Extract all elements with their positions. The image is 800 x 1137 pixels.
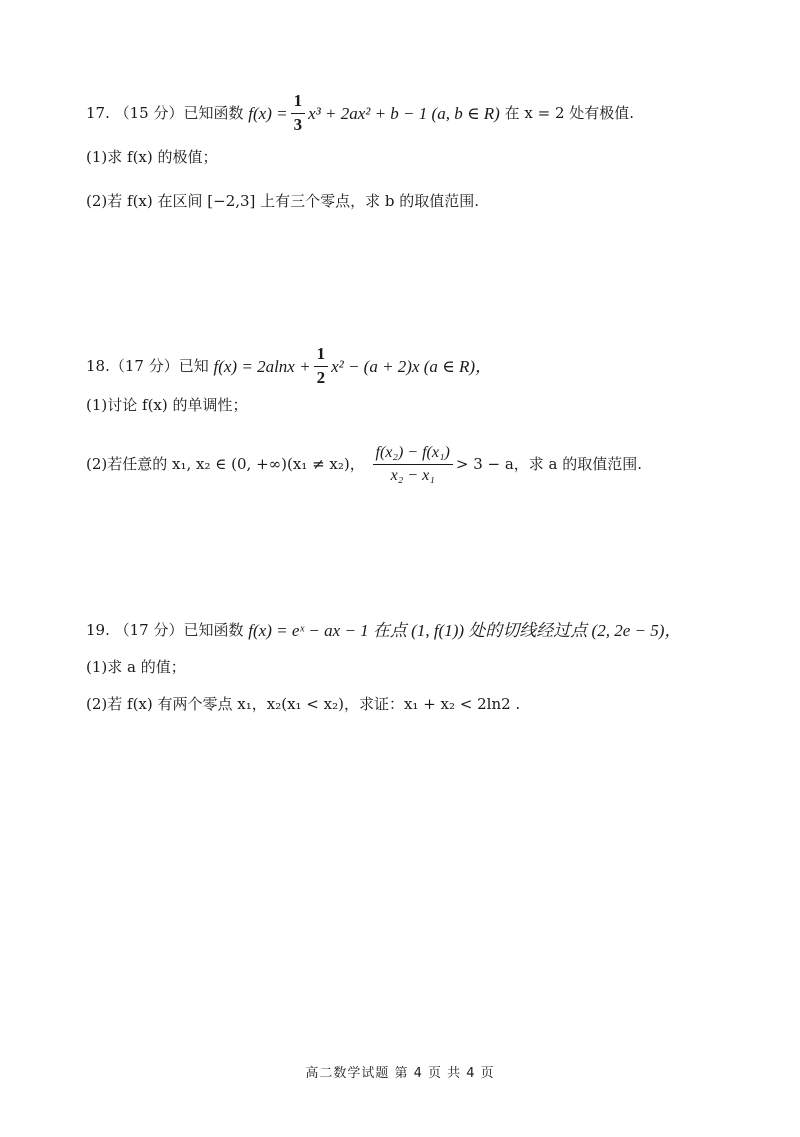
problem-17-fraction [291,92,306,134]
problem-18-part-1 [86,398,248,413]
page-footer: 高二数学试题 第 4 页 共 4 页 [305,1066,495,1081]
part-label: (2) [86,695,108,713]
part-text-after: > 3 − a，求 a 的取值范围. [455,454,643,473]
fraction-numerator: 1 [291,92,306,114]
problem-18-prefix: 18.（17 分）已知 [86,356,209,375]
part-label: (1) [86,396,108,414]
problem-18-func: f(x) = 2alnx + [213,356,311,376]
problem-17-part-2 [86,194,479,209]
part-label: (1) [86,658,108,676]
fraction-numerator: 1 [314,345,329,367]
part-text: 若 f(x) 有两个零点 x₁，x₂(x₁ < x₂)，求证：x₁ + x₂ < 2ln2 . [107,695,521,713]
fraction-numerator: f(x₂) − f(x₁) [373,444,453,465]
part-label: (2) [86,192,108,210]
problem-19-stem [86,622,681,639]
problem-17-stem [86,92,634,134]
fraction-denominator: x₂ − x₁ [390,466,435,484]
part-text: 讨论 f(x) 的单调性； [107,396,248,414]
problem-18-fraction [314,345,329,387]
problem-17-expression: x³ + 2ax² + b − 1 (a, b ∈ R) [308,103,500,123]
problem-19-prefix: 19. （17 分）已知函数 [86,621,244,639]
fraction-denominator: 2 [316,367,326,387]
problem-17-suffix: 在 x = 2 处有极值. [504,103,635,122]
problem-19-part-2 [86,697,520,712]
problem-19-part-1 [86,660,186,675]
problem-18-expression: x² − (a + 2)x (a ∈ R)， [331,356,493,376]
part-text: 求 a 的值； [107,658,186,676]
problem-17-func: f(x) = [248,103,288,123]
problem-17-prefix: 17. （15 分）已知函数 [86,103,244,122]
part-text: 若 f(x) 在区间 [−2,3] 上有三个零点，求 b 的取值范围. [107,192,480,210]
part-label: (2) [86,454,108,473]
part-text: 求 f(x) 的极值； [107,148,218,166]
part-label: (1) [86,148,108,166]
problem-18-stem [86,345,492,387]
part-text-before: 若任意的 x₁, x₂ ∈ (0, +∞)(x₁ ≠ x₂)， [107,454,365,473]
fraction-denominator: 3 [293,114,303,134]
difference-quotient-fraction [373,444,453,484]
problem-17-part-1 [86,150,218,165]
problem-18-part-2 [86,444,642,484]
problem-19-expression: f(x) = eˣ − ax − 1 在点 (1, f(1)) 处的切线经过点 (2, 2e − 5)， [248,621,682,640]
